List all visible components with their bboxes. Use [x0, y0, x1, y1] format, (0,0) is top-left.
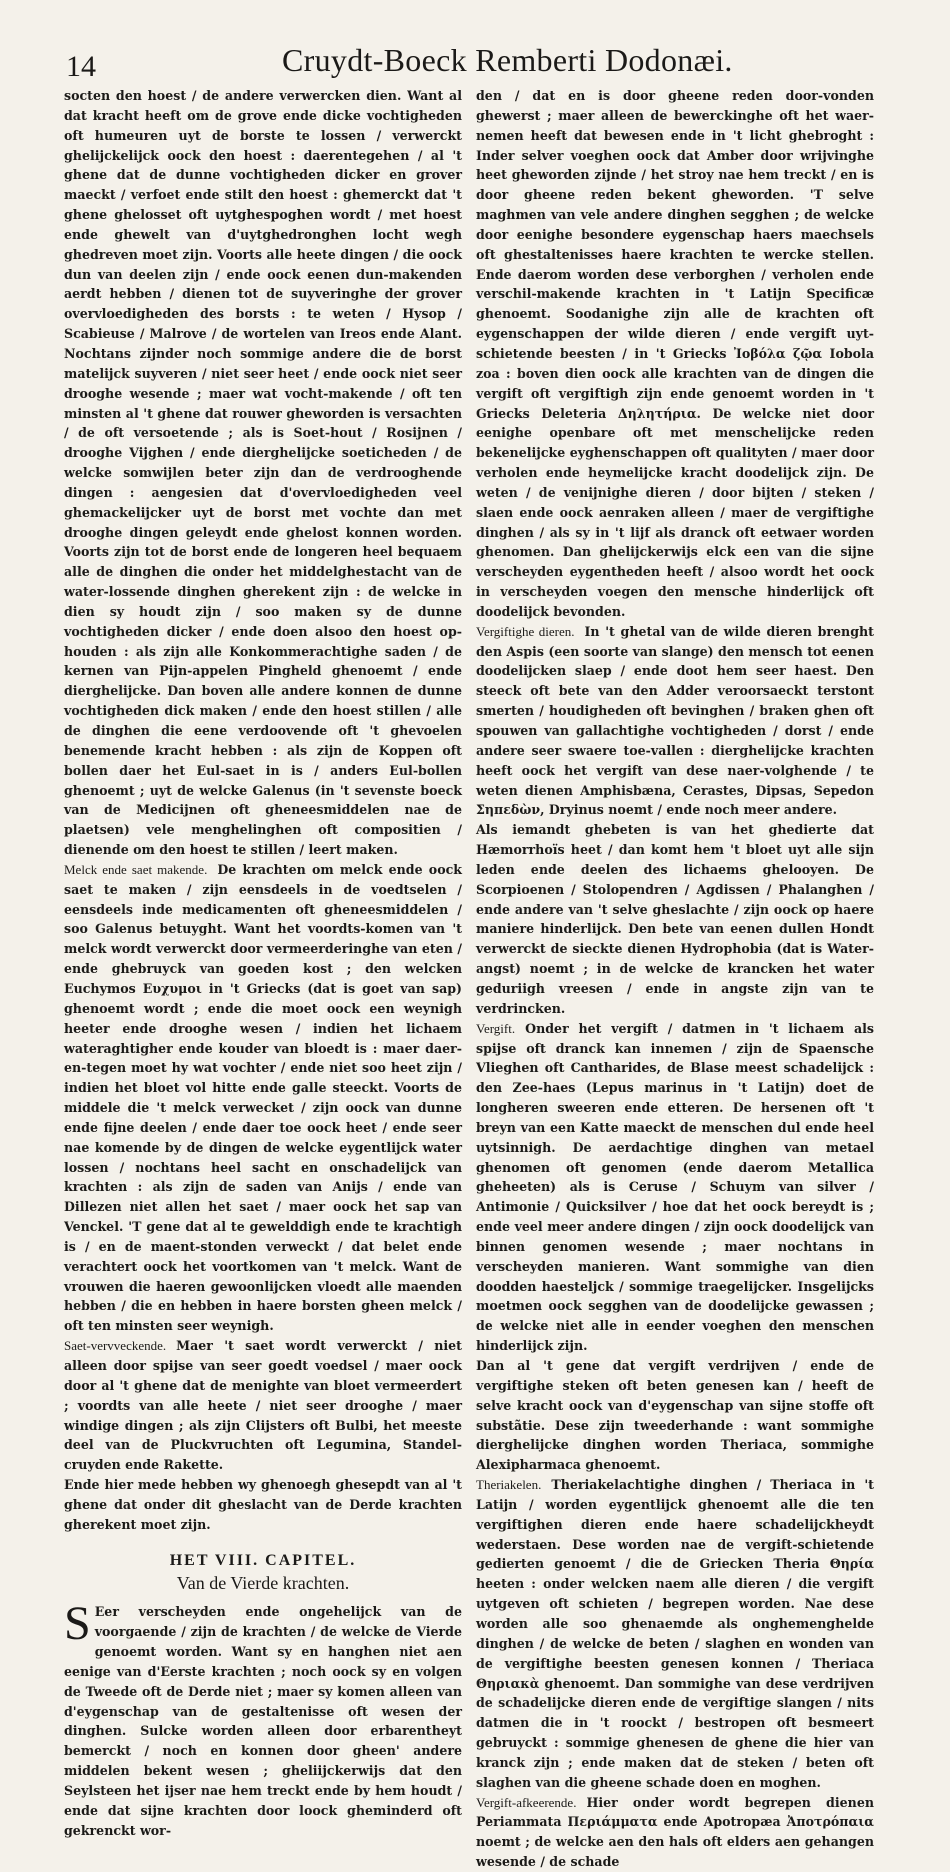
page-number: 14 [66, 50, 96, 83]
margin-note: Melck ende saet makende. [64, 861, 208, 877]
paragraph [476, 1475, 874, 1793]
paragraph-text: Eer verscheyden ende ongehelijck van de voorgaende / zijn de krachten / de welcke de Vierde genoemt worden. Want sy en hanghen niet aen eenige van d'Eerste krachten ; noch oock sy en volgen de Tweede oft de Derde niet ; maer sy komen alleen van d'eygenschap van de gestaltenisse oft wesen der dinghen. Sulcke worden alleen door erbarentheyt bemerckt / noch en konnen door gheen' andere middelen bekent wesen ; gheliijckerwijs dat den Seylsteen het ijser nae hem treckt ende by hem houdt / ende dat sijne krachten door loock gheminderd oft gekrenckt wor- [64, 1604, 462, 1838]
paragraph-text: In 't ghetal van de wilde dieren brenght den Aspis (een soorte van slange) den mensch tot eenen doodelijcken slaep / ende doot hem seer haest. Den steeck oft bete van den Adder veroorsaeckt terstont smerten / houdigheden oft bevinghen / braken ghen oft spouwen van gallachtighe vochtigheden / dorst / ende andere seer swaere toe-vallen : dierghelijcke krachten heeft oock het vergift van dese naer-volghende / te weten dienen Amphisbæna, Cerastes, Dipsas, Sepedon Σηπεδὼν, Dryinus noemt / ende noch meer andere. [476, 623, 874, 818]
drop-cap: S [64, 1597, 91, 1651]
left-column [64, 86, 462, 1838]
paragraph: Als iemandt ghebeten is van het ghedierte dat Hæmorrhoïs heet / dan komt hem 't bloet uyt alle sijn leden ende deelen des lichaems ghelooyen. De Scorpioenen / Stolopendren / Agdissen / Phalanghen / ende andere van 't selve gheslachte / zijn oock op haere maniere hinderlijck. Den bete van eenen dullen Hondt verwerckt de sieckte dienen Hydrophobia (dat is Water-angst) noemt ; in de welcke de krancken het water geduriigh vreesen / ende in angste zijn van te verdrincken. [476, 822, 874, 1016]
paragraph-text: Hier onder wordt begrepen dienen Periammata Περιάμματα ende Apotropæa Ἀποτρόπαια noemt ; de welcke aen den hals oft elders aen gehangen wesende / de schade [476, 1794, 874, 1870]
paragraph [476, 1019, 874, 1356]
paragraph: Ende hier mede hebben wy ghenoegh ghesepdt van al 't ghene dat onder dit gheslacht van de Derde krachten gherekent moet zijn. [64, 1477, 462, 1532]
paragraph-text: Onder het vergift / datmen in 't lichaem als spijse oft dranck kan innemen / zijn de Spaensche Vlieghen oft Cantharides, de Blase meest schadelijck : den Zee-haes (Lepus marinus in 't Latijn) doet de longheren sweeren ende etteren. De hersenen oft 't breyn van een Katte maeckt de menschen dul ende heel uytsinnigh. De aerdachtige dinghen van metael ghenomen oft genomen (ende daerom Metallica gheheeten) als is Ceruse / Schuym van silver / Antimonie / Quicksilver / hoe dat het oock bereydt is ; ende veel meer andere dingen / zijn oock doodelijck van binnen genomen wesende ; maer nochtans in verscheyden manieren. Want sommighe van dien doodden haesteljck / sommige traegelijcker. Insgelijcks moetmen oock segghen van de doodelijcke gewassen ; de welcke niet alle in eender voeghen den menschen hinderlijck zijn. [476, 1020, 874, 1354]
margin-note: Saet-vervveckende. [64, 1338, 167, 1354]
chapter-heading: HET VIII. CAPITEL. [169, 1551, 357, 1569]
right-column [476, 86, 874, 1870]
margin-note: Vergift. [476, 1020, 516, 1036]
paragraph [64, 1597, 462, 1840]
margin-note: Vergift-afkeerende. [476, 1794, 577, 1810]
margin-note: Vergiftighe dieren. [476, 623, 575, 639]
paragraph [64, 1336, 462, 1475]
chapter-title: Van de Vierde krachten. [176, 1573, 350, 1594]
paragraph: den / dat en is door gheene reden door-vonden ghewerst ; maer alleen de bewerckinghe oft het waer-nemen heeft dat bewesen ende in 't licht ghebroght : Inder selver voeghen oock dat Amber door wrijvinghe heet gheworden zijnde / het stroy nae hem treckt / en is door gheene reden bekent gheworden. 'T selve maghmen van vele andere dinghen segghen ; de welcke door eenighe besondere eygenschap haers maechsels oft ghestaltenisses haere krachten te wercke stellen. Ende daerom worden dese verborghen / verholen ende verschil-makende krachten in 't Latijn Specificæ ghenoemt. Soodanighe zijn alle de krachten oft eygenschappen der wilde dieren / ende vergift uyt-schietende beesten / in 't Griecks Ἰοβόλα ζῷα Iobola zoa : boven dien oock alle krachten van de dingen die vergift oft vergiftigh zijn ende genoemt worden in 't Griecks Deleteria Δηλητήρια. De welcke niet door eenighe openbare oft met menschelijcke reden bekenelijcke eyghenschappen oft qualityten / maer door verholen ende heymelijcke kracht doodelijck zijn. De weten / de venijnighe dieren / door bijten / steken / slaen ende oock aenraken alleen / maer de vergiftighe dinghen / als sy in 't lijf als dranck oft eetwaer worden ghenomen. Dan ghelijckerwijs elck een van die sijne verscheyden eygentheden heeft / alsoo wordt het oock in verscheyden voegen den mensche hinderlijck oft doodelijck bevonden. [476, 88, 874, 619]
paragraph-text: Theriakelachtighe dinghen / Theriaca in 't Latijn / worden eygentlijck ghenoemt alle die ten vergiftighen dieren ende haere schadelijckheydt wederstaen. Dese worden nae de vergift-schietende gedierten genoemt / die de Griecken Theria Θηρία heeten : onder welcken naem alle dieren / die vergift uytgeven oft schieten / begrepen worden. Nae dese worden alle soo ghenaemde als onghemenghelde dinghen / de welcke de beten / slaghen en wonden van de vergiftighe beesten genesen konnen / Theriaca Θηριακὰ ghenoemt. Dan sommighe van dese verdrijven de schadelijcke dieren ende de vergiftige slangen / nits datmen die in 't roockt / bestropen oft besmeert gebruyckt : sommige ghenesen de ghene die hier van kranck zijn ; ende maken dat de steken / beten oft slaghen van die gheene schade doen en moghen. [476, 1477, 874, 1790]
paragraph-text: De krachten om melck ende oock saet te maken / zijn eensdeels in de voedtselen / eensdeels inde medicamenten oft gheneesmiddelen / soo Galenus betuyght. Want het voordts-komen van 't melck wordt verwerckt door vermeerderinghe van eten / ende ghebruyck van goeden kost ; den welcken Euchymos Ευχυμοι in 't Griecks (dat is goet van sap) ghenoemt wordt ; ende die moet oock een weynigh heeter ende drooghe wesen / indien het lichaem wateraghtigher ende kouder van bloedt is : maer daer-en-tegen moet hy wat vochter / ende niet soo heet zijn / indien het bloet vol hitte ende galle steeckt. Voorts de middele die 't melck verwecket / zijn oock van dunne ende fijne deelen / ende daer toe oock heet / ende seer nae komende by de dingen de welcke eygentlijck water lossen / nochtans heel sacht en onschadelijck van krachten : als zijn de saden van Anijs / ende van Dillezen niet allen het saet / maer oock het sap van Venckel. 'T gene dat al te gewelddigh ende te krachtigh is / en de maent-stonden verweckt / dat belet ende verachtert oock het voortkomen van 't melck. Want de vrouwen die haeren gewoonlijcken vloedt alle maenden hebben / die en hebben in haere borsten gheen melck / oft ten minsten seer weynigh. [64, 861, 462, 1334]
running-title: Cruydt-Boeck Remberti Dodonæi. [282, 42, 733, 78]
paragraph [476, 622, 874, 820]
paragraph: socten den hoest / de andere verwercken dien. Want al dat kracht heeft om de grove ende dicke vochtigheden oft humeuren uyt de borste te lossen / verwerckt ghelijckelijck oock den hoest : daerentegehen / al 't ghene dat de dunne vochtigheden dicker en grover maeckt / verfoet ende stilt den hoest : ghemerckt dat 't ghene ghelosset oft uytghespoghen wordt / met hoest ende ghewelt van d'uytghedronghen locht wegh ghedreven moet zijn. Voorts alle heete dingen / die oock dun van deelen zijn / ende oock eenen dun-makenden aerdt hebben / dienen tot de suyveringhe der grover overvloedigheden des borsts : te weten / Hysop / Scabieuse / Malrove / de wortelen van Ireos ende Alant. Nochtans zijnder noch sommige andere die de borst matelijck suyveren / niet seer heet / ende oock niet seer drooghe wesende ; maer wat vocht-makende / oft ten minsten al 't ghene dat rouwer gheworden is versachten / de oft versoetende ; als is Soet-hout / Rosijnen / drooghe Vijghen / ende dierghelijcke soeticheden / de welcke somwijlen beter zijn dan de verdrooghende dingen : aengesien dat d'overvloedigheden veel ghemackelijcker uyt de borst met vochte dan met drooghe dingen geleydt ende ghelost konnen worden. Voorts zijn tot de borst ende de longeren heel bequaem alle de dinghen die onder het middelghestacht van de water-lossende dinghen gherekent zijn : de welcke in dien sy houdt zijn / soo maken sy de dunne vochtigheden dicker / ende doen alsoo den hoest op-houden : als zijn alle Konkommerachtighe saden / de kernen van Pijn-appelen Pingheld ghenoemt / ende dierghelijcke. Dan boven alle andere konnen de dunne vochtigheden dick maken / ende den hoest stillen / alle de dinghen die eene verdoovende oft 't ghevoelen benemende kracht hebben : als zijn de Koppen oft bollen daer het Eul-saet in is / anders Eul-bollen ghenoemt ; uyt de welcke Galenus (in 't sevenste boeck van de Medicijnen oft gheneesmiddelen nae de plaetsen) vele menghelinghen oft compositien / dienende om den hoest te stillen / leert maken. [64, 88, 462, 858]
paragraph-text: Maer 't saet wordt verwerckt / niet alleen door spijse van seer goedt voedsel / maer oock door al 't ghene dat de menighte van bloet vermeerdert ; voordts van alle heete / niet seer drooghe / maer windige dingen ; als zijn Clijsters oft Bulbi, het meeste deel van de Pluckvruchten oft Legumina, Standel-cruyden ende Rakette. [64, 1338, 462, 1473]
margin-note: Theriakelen. [476, 1477, 542, 1493]
paragraph [476, 1793, 874, 1872]
paragraph [64, 860, 462, 1336]
paragraph: Dan al 't gene dat vergift verdrijven / ende de vergiftighe steken oft beten genesen kan / heeft de selve kracht oock van d'eygenschap van sijne stoffe oft substãtie. Dese zijn tweederhande : want sommighe dierghelijcke dinghen worden Theriaca, sommighe Alexipharmaca ghenoemt. [476, 1358, 874, 1473]
